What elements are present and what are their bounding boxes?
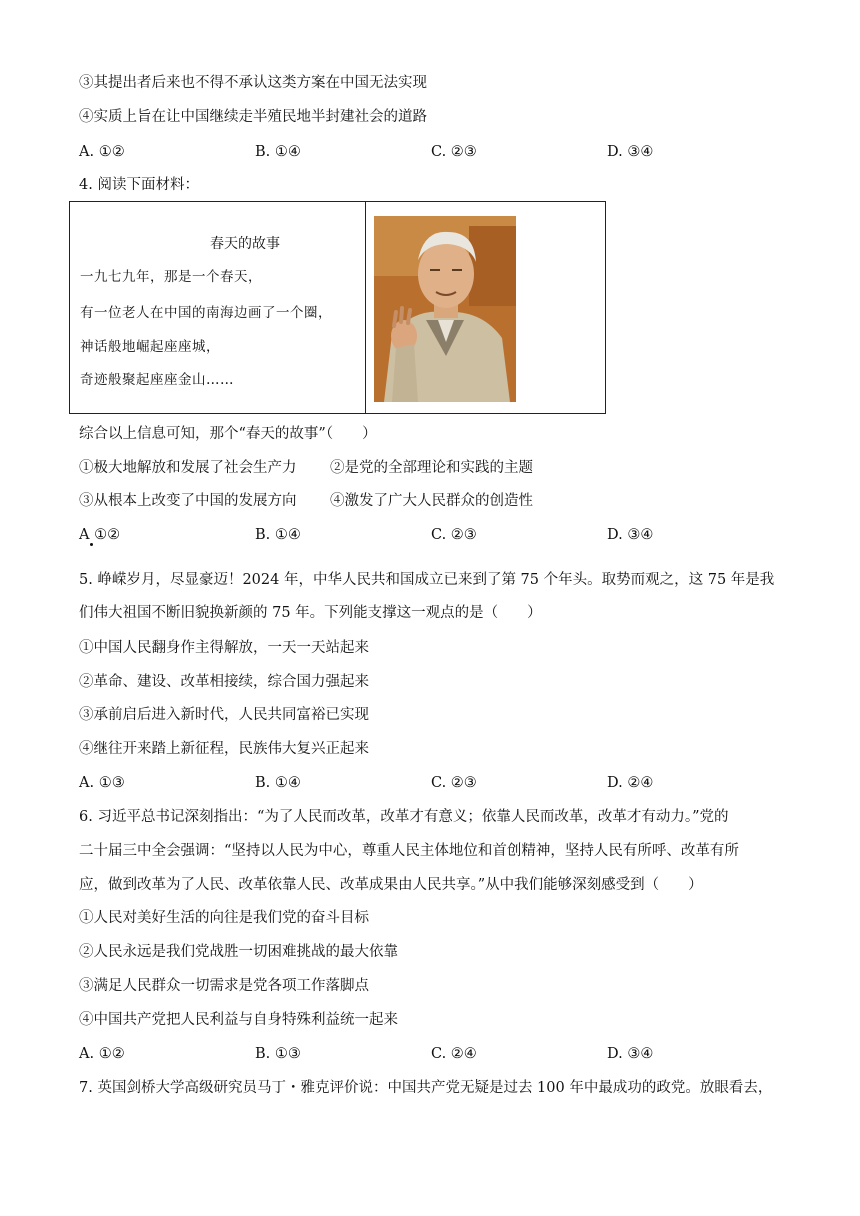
- q6-stem-line-3: 应，做到改革为了人民、改革依靠人民、改革成果由人民共享。”从中我们能够深刻感受到（ ）: [79, 877, 703, 893]
- material-divider: [365, 202, 366, 413]
- q6-option-c: C. ②④: [431, 1046, 477, 1062]
- poem-line-4: 奇迹般聚起座座金山……: [80, 372, 234, 388]
- q3-item-4: ④实质上旨在让中国继续走半殖民地半封建社会的道路: [79, 109, 427, 125]
- emphasis-dot: [90, 543, 93, 546]
- q6-item-4: ④中国共产党把人民利益与自身特殊利益统一起来: [79, 1012, 398, 1028]
- q5-stem-line-1: 5. 峥嵘岁月，尽显豪迈！2024 年，中华人民共和国成立已来到了第 75 个年头。取势而观之，这 75 年是我: [79, 572, 775, 588]
- q4-option-d: D. ③④: [607, 527, 654, 543]
- q5-stem-line-2: 们伟大祖国不断旧貌换新颜的 75 年。下列能支撑这一观点的是（ ）: [79, 605, 542, 621]
- poem-title: 春天的故事: [210, 236, 280, 252]
- q3-item-3: ③其提出者后来也不得不承认这类方案在中国无法实现: [79, 75, 427, 91]
- q6-stem-line-2: 二十届三中全会强调：“坚持以人民为中心，尊重人民主体地位和首创精神，坚持人民有所呼、改革有所: [79, 843, 739, 859]
- q5-item-4: ④继往开来踏上新征程，民族伟大复兴正起来: [79, 741, 369, 757]
- q5-option-d: D. ②④: [607, 775, 654, 791]
- q6-item-3: ③满足人民群众一切需求是党各项工作落脚点: [79, 978, 369, 994]
- q3-option-a: A. ①②: [79, 144, 125, 160]
- q4-material-box: [69, 201, 606, 414]
- q6-option-b: B. ①③: [255, 1046, 301, 1062]
- q4-item-3: ③从根本上改变了中国的发展方向: [79, 493, 297, 509]
- q3-option-d: D. ③④: [607, 144, 654, 160]
- q4-item-1: ①极大地解放和发展了社会生产力: [79, 460, 297, 476]
- q7-stem-line-1: 7. 英国剑桥大学高级研究员马丁・雅克评价说：中国共产党无疑是过去 100 年中最成功的政党。放眼看去，: [79, 1080, 773, 1096]
- q5-item-2: ②革命、建设、改革相接续，综合国力强起来: [79, 674, 369, 690]
- q4-option-a: A ①②: [79, 527, 121, 543]
- poem-line-1: 一九七九年，那是一个春天，: [80, 269, 262, 285]
- q6-stem-line-1: 6. 习近平总书记深刻指出：“为了人民而改革，改革才有意义；依靠人民而改革，改革才有动力。”党的: [79, 809, 729, 825]
- q6-item-2: ②人民永远是我们党战胜一切困难挑战的最大依靠: [79, 944, 398, 960]
- q4-item-2: ②是党的全部理论和实践的主题: [330, 460, 533, 476]
- elderly-man-photo: [374, 216, 516, 402]
- poem-line-2: 有一位老人在中国的南海边画了一个圈，: [80, 305, 332, 321]
- q5-option-b: B. ①④: [255, 775, 301, 791]
- q4-item-4: ④激发了广大人民群众的创造性: [330, 493, 533, 509]
- q6-option-d: D. ③④: [607, 1046, 654, 1062]
- poem-line-3: 神话般地崛起座座城，: [80, 339, 220, 355]
- q4-option-c: C. ②③: [431, 527, 477, 543]
- q3-option-b: B. ①④: [255, 144, 301, 160]
- q3-option-c: C. ②③: [431, 144, 477, 160]
- q5-option-c: C. ②③: [431, 775, 477, 791]
- q6-item-1: ①人民对美好生活的向往是我们党的奋斗目标: [79, 910, 369, 926]
- q5-option-a: A. ①③: [79, 775, 125, 791]
- q4-stem: 4. 阅读下面材料：: [79, 177, 199, 193]
- q5-item-1: ①中国人民翻身作主得解放，一天一天站起来: [79, 640, 369, 656]
- q4-items-row-1: [79, 458, 297, 478]
- q4-question: 综合以上信息可知，那个“春天的故事”（ ）: [79, 426, 377, 442]
- q5-item-3: ③承前启后进入新时代，人民共同富裕已实现: [79, 707, 369, 723]
- q4-option-b: B. ①④: [255, 527, 301, 543]
- q6-option-a: A. ①②: [79, 1046, 125, 1062]
